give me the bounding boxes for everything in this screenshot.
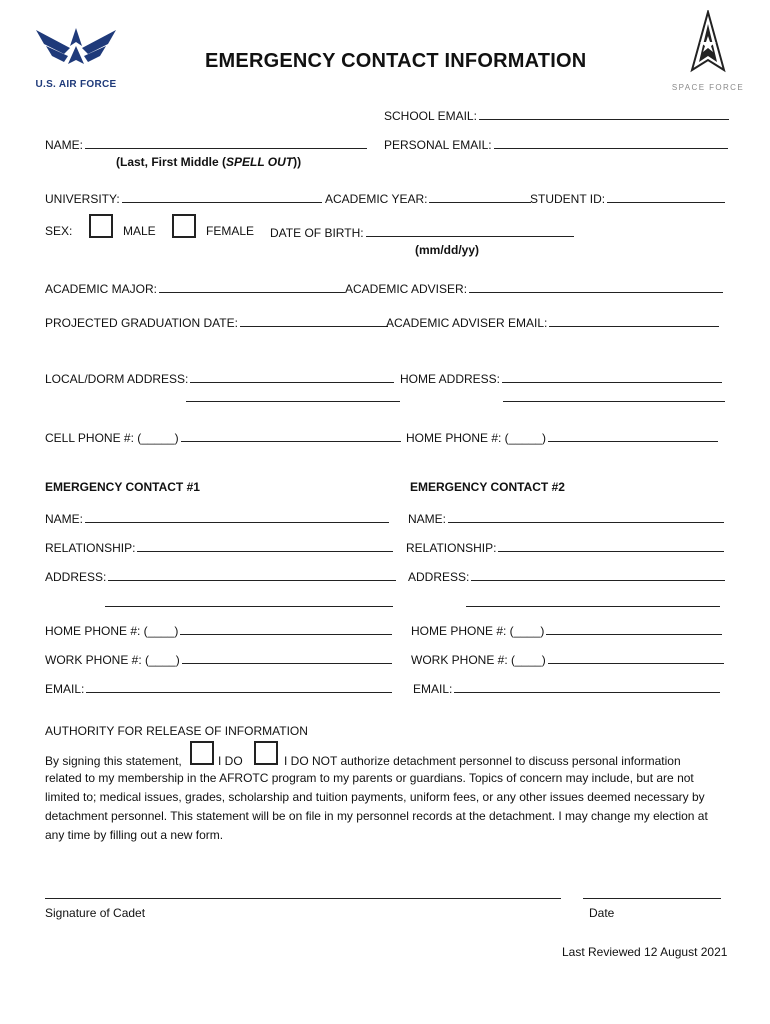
personal-email-row <box>384 136 728 152</box>
c1-address-line2[interactable] <box>105 594 393 607</box>
cell-phone-row <box>45 429 401 445</box>
major-field[interactable] <box>159 280 345 293</box>
c1-name-row <box>45 510 389 526</box>
home-address-row <box>400 370 722 386</box>
major-label: ACADEMIC MAJOR: <box>45 282 158 296</box>
c2-work-phone-row <box>411 651 724 667</box>
c1-work-phone-field[interactable] <box>182 651 392 664</box>
grad-date-label: PROJECTED GRADUATION DATE: <box>45 316 238 330</box>
cell-phone-field[interactable] <box>181 429 401 442</box>
major-row <box>45 280 345 296</box>
c1-home-phone-label: HOME PHONE #: (____) <box>45 624 179 638</box>
c1-address-row <box>45 568 396 584</box>
home-phone-label: HOME PHONE #: (_____) <box>406 431 547 445</box>
c2-relationship-row <box>406 539 724 555</box>
female-label: FEMALE <box>206 224 255 238</box>
c1-email-field[interactable] <box>86 680 392 693</box>
name-hint-italic: SPELL OUT <box>226 155 294 169</box>
university-row <box>45 190 322 206</box>
signature-label: Signature of Cadet <box>45 906 146 920</box>
usaf-wings-icon <box>34 24 118 68</box>
space-force-logo <box>668 10 748 94</box>
authority-body: related to my membership in the AFROTC program to my parents or guardians. Topics of concern may include, but are not limited to; medical issues, grades, scholarship and tuition payments, uniform fees, or any other issues deemed necessary by detachment personnel. This statement will be on file in my personnel records at the detachment. I may change my election at any time by filling out a new form. <box>45 771 708 842</box>
c2-email-label: EMAIL: <box>413 682 453 696</box>
usaf-logo <box>34 24 118 88</box>
c2-name-label: NAME: <box>408 512 447 526</box>
home-address-field[interactable] <box>502 370 722 383</box>
c2-address-field[interactable] <box>471 568 725 581</box>
i-do-not-checkbox[interactable] <box>254 741 278 765</box>
adviser-label: ACADEMIC ADVISER: <box>345 282 468 296</box>
c1-name-field[interactable] <box>85 510 389 523</box>
date-line[interactable] <box>583 886 721 899</box>
c2-home-phone-field[interactable] <box>546 622 722 635</box>
c2-address-row <box>408 568 725 584</box>
student-id-field[interactable] <box>607 190 725 203</box>
grad-date-row <box>45 314 388 330</box>
academic-year-row <box>325 190 531 206</box>
c1-email-row <box>45 680 392 696</box>
school-email-row <box>384 107 729 123</box>
name-hint-suffix: )) <box>293 155 302 169</box>
i-do-checkbox[interactable] <box>190 741 214 765</box>
personal-email-field[interactable] <box>494 136 728 149</box>
c2-address-label: ADDRESS: <box>408 570 470 584</box>
name-row <box>45 136 367 152</box>
c1-address-label: ADDRESS: <box>45 570 107 584</box>
c1-work-phone-row <box>45 651 392 667</box>
c2-email-row <box>413 680 720 696</box>
university-field[interactable] <box>122 190 322 203</box>
contact2-title: EMERGENCY CONTACT #2 <box>410 480 565 494</box>
c1-relationship-row <box>45 539 393 555</box>
home-phone-row <box>406 429 718 445</box>
authority-lead: By signing this statement, <box>45 754 182 768</box>
home-phone-field[interactable] <box>548 429 718 442</box>
home-address-line2[interactable] <box>503 389 725 402</box>
page-title: EMERGENCY CONTACT INFORMATION <box>205 50 587 72</box>
student-id-label: STUDENT ID: <box>530 192 606 206</box>
c2-email-field[interactable] <box>454 680 720 693</box>
space-force-logo-text: SPACE FORCE <box>671 83 745 92</box>
c2-name-field[interactable] <box>448 510 724 523</box>
local-address-label: LOCAL/DORM ADDRESS: <box>45 372 189 386</box>
local-address-row <box>45 370 394 386</box>
c1-name-label: NAME: <box>45 512 84 526</box>
name-field[interactable] <box>85 136 367 149</box>
male-checkbox[interactable] <box>89 214 113 238</box>
local-address-line2[interactable] <box>186 389 400 402</box>
space-force-delta-icon <box>668 10 748 74</box>
signature-line[interactable] <box>45 886 561 899</box>
student-id-row <box>530 190 725 206</box>
i-do-label: I DO <box>218 754 243 768</box>
name-label: NAME: <box>45 138 84 152</box>
c2-home-phone-row <box>411 622 722 638</box>
c1-email-label: EMAIL: <box>45 682 85 696</box>
home-address-label: HOME ADDRESS: <box>400 372 501 386</box>
cell-phone-label: CELL PHONE #: (_____) <box>45 431 179 445</box>
c1-relationship-label: RELATIONSHIP: <box>45 541 136 555</box>
dob-label: DATE OF BIRTH: <box>270 226 364 240</box>
c2-work-phone-label: WORK PHONE #: (____) <box>411 653 546 667</box>
usaf-logo-text: U.S. AIR FORCE <box>35 79 117 90</box>
female-checkbox[interactable] <box>172 214 196 238</box>
sex-label: SEX: <box>45 224 73 238</box>
c1-relationship-field[interactable] <box>137 539 393 552</box>
university-label: UNIVERSITY: <box>45 192 120 206</box>
adviser-email-field[interactable] <box>549 314 719 327</box>
c1-address-field[interactable] <box>108 568 396 581</box>
adviser-field[interactable] <box>469 280 723 293</box>
adviser-email-label: ACADEMIC ADVISER EMAIL: <box>386 316 548 330</box>
academic-year-field[interactable] <box>429 190 531 203</box>
local-address-field[interactable] <box>190 370 394 383</box>
name-hint-prefix: (Last, First Middle ( <box>116 155 227 169</box>
dob-row <box>270 224 574 240</box>
academic-year-label: ACADEMIC YEAR: <box>325 192 428 206</box>
c1-home-phone-field[interactable] <box>180 622 392 635</box>
grad-date-field[interactable] <box>240 314 388 327</box>
c1-work-phone-label: WORK PHONE #: (____) <box>45 653 180 667</box>
c2-name-row <box>408 510 724 526</box>
adviser-email-row <box>386 314 719 330</box>
name-hint <box>116 155 301 169</box>
personal-email-label: PERSONAL EMAIL: <box>384 138 492 152</box>
authority-heading: AUTHORITY FOR RELEASE OF INFORMATION <box>45 724 308 738</box>
contact1-title: EMERGENCY CONTACT #1 <box>45 480 200 494</box>
i-do-not-text: I DO NOT authorize detachment personnel to discuss personal information <box>284 754 681 768</box>
male-label: MALE <box>123 224 156 238</box>
c1-home-phone-row <box>45 622 392 638</box>
last-reviewed: Last Reviewed 12 August 2021 <box>562 945 728 959</box>
c2-relationship-field[interactable] <box>498 539 724 552</box>
c2-work-phone-field[interactable] <box>548 651 724 664</box>
c2-relationship-label: RELATIONSHIP: <box>406 541 497 555</box>
dob-hint: (mm/dd/yy) <box>415 243 480 257</box>
adviser-row <box>345 280 723 296</box>
dob-field[interactable] <box>366 224 574 237</box>
school-email-field[interactable] <box>479 107 729 120</box>
school-email-label: SCHOOL EMAIL: <box>384 109 477 123</box>
date-label: Date <box>589 906 615 920</box>
c2-home-phone-label: HOME PHONE #: (____) <box>411 624 545 638</box>
c2-address-line2[interactable] <box>466 594 720 607</box>
